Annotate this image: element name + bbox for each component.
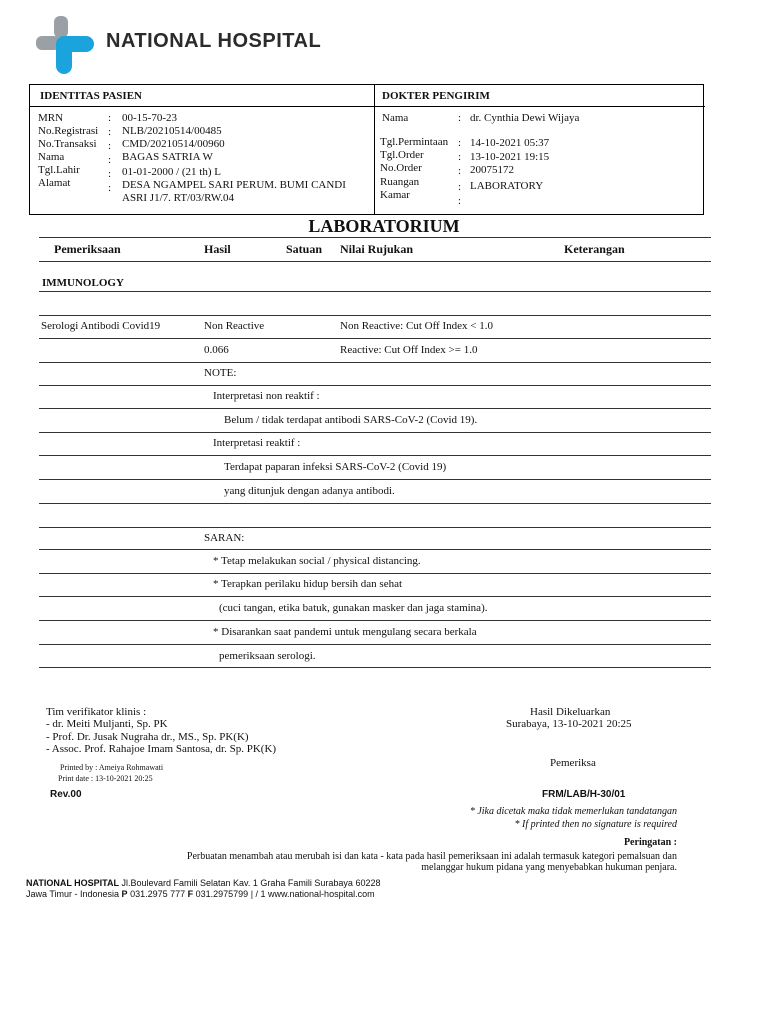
table-rule xyxy=(39,527,711,528)
fax-label: F xyxy=(187,889,194,899)
saran-label: SARAN: xyxy=(204,532,245,544)
doctor-value-permintaan: 14-10-2021 05:37 xyxy=(470,137,550,149)
hasil-place-date: Surabaya, 13-10-2021 20:25 xyxy=(506,718,632,730)
table-rule xyxy=(39,620,711,621)
patient-value-nama: BAGAS SATRIA W xyxy=(122,151,213,163)
test-name: Serologi Antibodi Covid19 xyxy=(41,320,161,332)
patient-value-registrasi: NLB/20210514/00485 xyxy=(122,125,222,137)
note-line: Interpretasi reaktif : xyxy=(213,437,301,449)
test-result: Non Reactive xyxy=(204,320,265,332)
table-rule xyxy=(39,667,711,668)
table-rule xyxy=(39,432,711,433)
rev-code: Rev.00 xyxy=(50,789,82,800)
saran-line: pemeriksaan serologi. xyxy=(219,650,316,662)
col-hasil: Hasil xyxy=(204,242,231,256)
table-rule xyxy=(39,362,711,363)
address-brand: NATIONAL HOSPITAL xyxy=(26,878,119,888)
col-keterangan: Keterangan xyxy=(564,242,625,256)
phone-number: 031.2975 777 xyxy=(127,889,188,899)
colon: : xyxy=(108,140,112,152)
doctor-label-nama: Nama xyxy=(382,112,409,124)
note-line: yang ditunjuk dengan adanya antibodi. xyxy=(224,485,395,497)
table-rule xyxy=(39,455,711,456)
form-code: FRM/LAB/H-30/01 xyxy=(542,789,626,800)
colon: : xyxy=(108,126,112,138)
doctor-label-permintaan: Tgl.Permintaan xyxy=(380,136,449,148)
hasil-dikeluarkan-label: Hasil Dikeluarkan xyxy=(530,706,611,718)
doctor-label-tgl-order: Tgl.Order xyxy=(380,149,424,161)
doctor-label-kamar: Kamar xyxy=(380,189,410,201)
lab-title: LABORATORIUM xyxy=(308,216,460,236)
table-rule xyxy=(39,549,711,550)
note-label: NOTE: xyxy=(204,367,237,379)
fax-number: 031.2975799 xyxy=(193,889,249,899)
table-rule xyxy=(39,261,711,262)
table-rule xyxy=(39,315,711,316)
table-rule xyxy=(39,291,711,292)
patient-label-alamat: Alamat xyxy=(38,177,71,189)
note-line: Interpretasi non reaktif : xyxy=(213,390,320,402)
doctor-label-ruangan: Ruangan xyxy=(380,176,420,188)
doctor-section-title: DOKTER PENGIRIM xyxy=(382,90,490,102)
table-rule xyxy=(39,237,711,238)
saran-line: * Disarankan saat pandemi untuk mengulang secara berkala xyxy=(213,626,477,638)
patient-value-alamat-2: ASRI J1/7. RT/03/RW.04 xyxy=(122,192,235,204)
colon: : xyxy=(458,165,462,177)
colon: : xyxy=(458,195,462,207)
address-line-2 xyxy=(26,889,375,899)
note-line: Belum / tidak terdapat antibodi SARS-CoV-2 (Covid 19). xyxy=(224,414,478,426)
colon: : xyxy=(108,182,112,194)
colon: : xyxy=(458,181,462,193)
pemeriksa-label: Pemeriksa xyxy=(550,757,596,769)
doctor-value-tgl-order: 13-10-2021 19:15 xyxy=(470,151,550,163)
table-rule xyxy=(39,338,711,339)
brand-name: NATIONAL HOSPITAL xyxy=(106,30,322,52)
saran-line: (cuci tangan, etika batuk, gunakan masker dan jaga stamina). xyxy=(219,602,488,614)
patient-value-alamat: DESA NGAMPEL SARI PERUM. BUMI CANDI xyxy=(122,179,346,191)
table-rule xyxy=(39,479,711,480)
saran-line: * Terapkan perilaku hidup bersih dan sehat xyxy=(213,578,403,590)
test-reference-reactive: Reactive: Cut Off Index >= 1.0 xyxy=(340,344,478,356)
table-rule xyxy=(39,503,711,504)
colon: : xyxy=(458,112,462,124)
doctor-value-nama: dr. Cynthia Dewi Wijaya xyxy=(470,112,580,124)
warning-line-2: melanggar hukum pidana yang menyebabkan hukuman penjara. xyxy=(421,862,677,873)
box-divider xyxy=(374,85,375,215)
saran-line: * Tetap melakukan social / physical distancing. xyxy=(213,555,421,567)
colon: : xyxy=(458,151,462,163)
patient-section-title: IDENTITAS PASIEN xyxy=(40,90,142,102)
doctor-value-no-order: 20075172 xyxy=(470,164,514,176)
col-satuan: Satuan xyxy=(286,242,323,256)
hospital-logo-icon xyxy=(34,14,96,74)
phone-label: P xyxy=(121,889,128,899)
verifikator-item: - Assoc. Prof. Rahajoe Imam Santosa, dr. Sp. PK(K) xyxy=(46,743,277,755)
warning-line-1: Perbuatan menambah atau merubah isi dan kata - kata pada hasil pemeriksaan ini adalah termasuk kategori pemalsuan dan xyxy=(186,851,677,862)
patient-label-transaksi: No.Transaksi xyxy=(38,138,97,150)
warning-title: Peringatan : xyxy=(623,837,677,848)
col-pemeriksaan: Pemeriksaan xyxy=(54,242,121,256)
table-rule xyxy=(39,644,711,645)
patient-label-mrn: MRN xyxy=(38,112,64,124)
table-rule xyxy=(39,573,711,574)
printed-by: Printed by : Ameiya Rohmawati xyxy=(60,763,164,772)
colon: : xyxy=(108,168,112,180)
patient-value-tgl-lahir: 01-01-2000 / (21 th) L xyxy=(122,166,221,178)
group-immunology: IMMUNOLOGY xyxy=(42,277,124,289)
test-result-index: 0.066 xyxy=(204,344,229,356)
col-nilai-rujukan: Nilai Rujukan xyxy=(340,242,414,256)
sign-note-id: * Jika dicetak maka tidak memerlukan tandatangan xyxy=(469,806,677,817)
box-divider xyxy=(30,106,705,107)
sign-note-en: * If printed then no signature is required xyxy=(514,819,677,830)
test-reference: Non Reactive: Cut Off Index < 1.0 xyxy=(340,320,493,332)
verifikator-item: - dr. Meiti Muljanti, Sp. PK xyxy=(46,718,168,730)
address-text: Jl.Boulevard Famili Selatan Kav. 1 Graha Famili Surabaya 60228 xyxy=(119,878,381,888)
patient-label-nama: Nama xyxy=(38,151,65,163)
patient-value-mrn: 00-15-70-23 xyxy=(122,112,177,124)
table-rule xyxy=(39,408,711,409)
table-rule xyxy=(39,596,711,597)
page-and-website: | / 1 www.national-hospital.com xyxy=(248,889,375,899)
patient-label-registrasi: No.Registrasi xyxy=(38,125,99,137)
colon: : xyxy=(108,112,112,124)
table-rule xyxy=(39,385,711,386)
print-date: Print date : 13-10-2021 20:25 xyxy=(58,774,153,783)
colon: : xyxy=(458,137,462,149)
note-line: Terdapat paparan infeksi SARS-CoV-2 (Covid 19) xyxy=(224,461,447,473)
colon: : xyxy=(108,154,112,166)
address-region: Jawa Timur - Indonesia xyxy=(26,889,122,899)
verifikator-item: - Prof. Dr. Jusak Nugraha dr., MS., Sp. PK(K) xyxy=(46,731,249,743)
verifikator-title: Tim verifikator klinis : xyxy=(46,706,147,718)
doctor-value-ruangan: LABORATORY xyxy=(470,180,544,192)
address-line-1 xyxy=(26,878,380,888)
patient-value-transaksi: CMD/20210514/00960 xyxy=(122,138,225,150)
patient-info-box xyxy=(29,84,704,215)
doctor-label-no-order: No.Order xyxy=(380,162,422,174)
patient-label-tgl-lahir: Tgl.Lahir xyxy=(38,164,80,176)
